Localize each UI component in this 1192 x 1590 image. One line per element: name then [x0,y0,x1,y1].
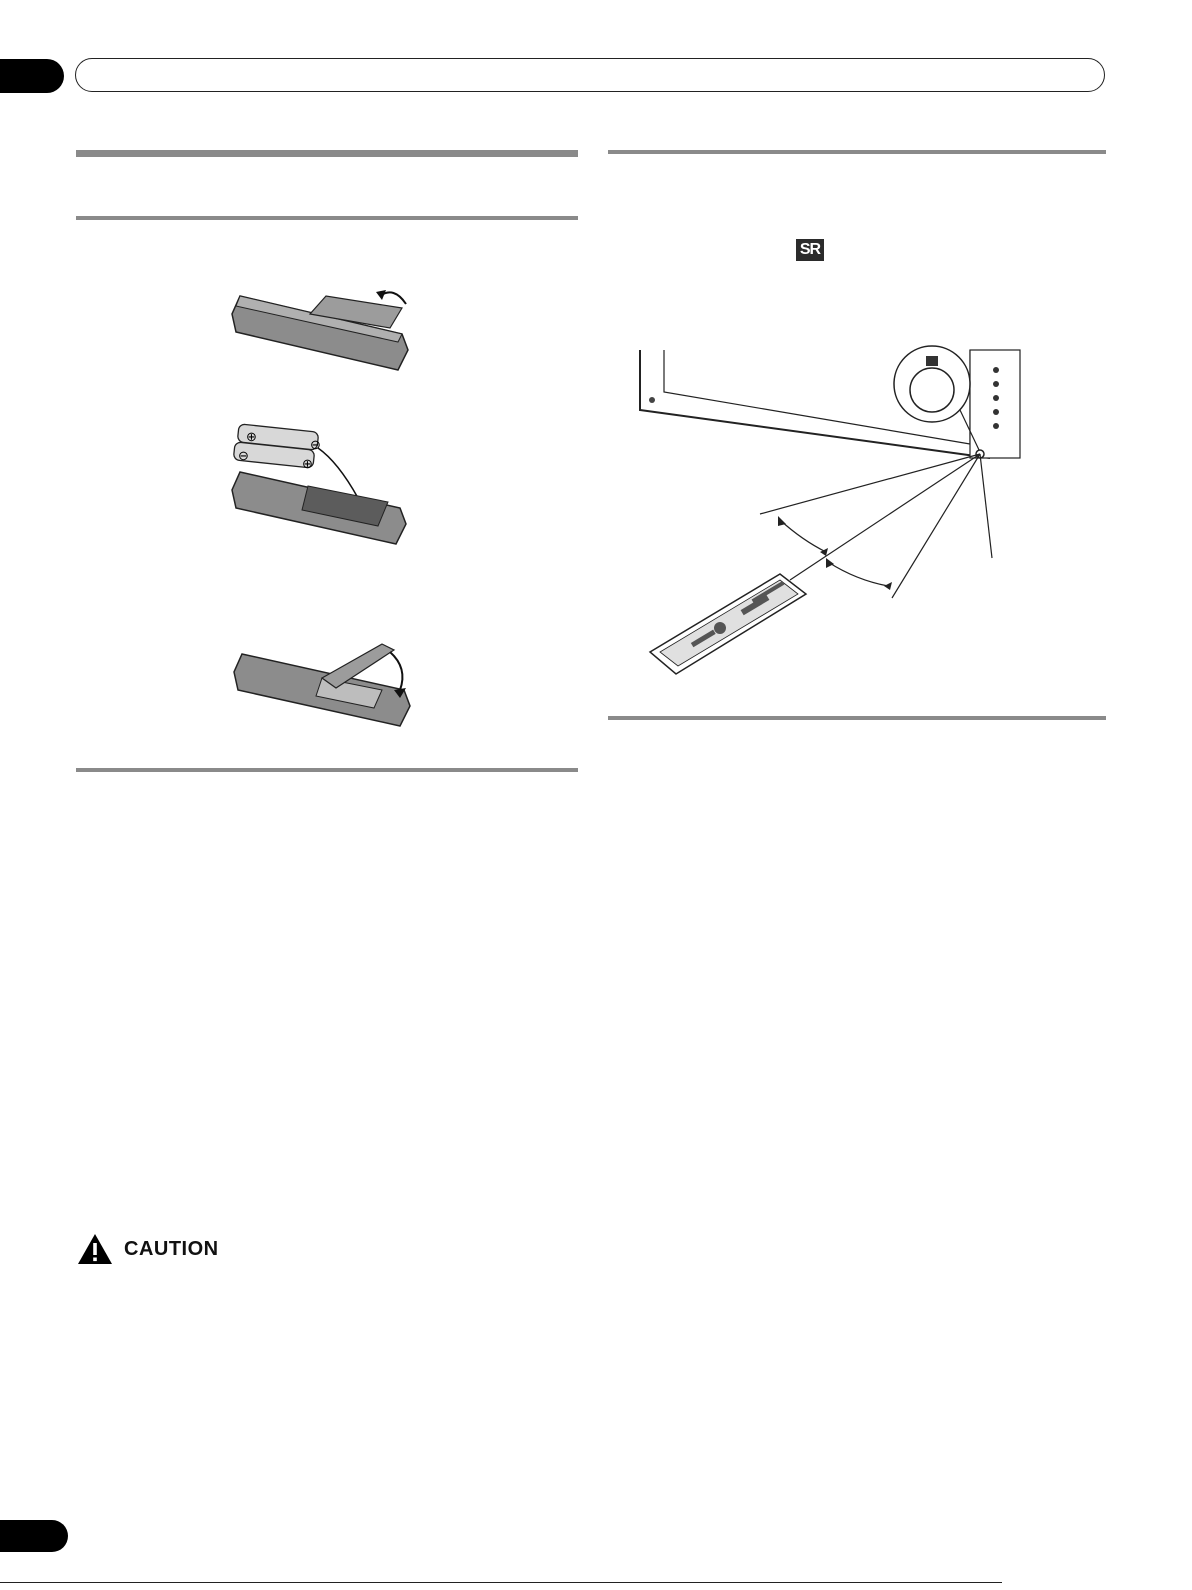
battery-icon [233,424,321,471]
page-header-bar [75,58,1105,92]
sr-badge: SR [796,239,824,261]
svg-text:⊖: ⊖ [310,437,321,452]
section-rule-right-2 [608,716,1106,720]
remote-open-cover-illustration [230,278,420,378]
caution-notice [76,1232,219,1266]
section-rule-right-top [608,150,1106,154]
caution-label: CAUTION [124,1237,219,1260]
section-rule-left-3 [76,768,578,772]
remote-operating-range-diagram [630,340,1070,690]
svg-text:⊕: ⊕ [302,456,313,471]
remote-close-cover-illustration [232,632,422,732]
section-tab [0,59,64,93]
section-rule-left-top [76,150,578,157]
page-number-tab [0,1520,68,1552]
remote-insert-batteries-illustration [228,422,423,552]
section-rule-left-2 [76,216,578,220]
remote-control-icon [650,574,806,674]
svg-text:⊖: ⊖ [238,448,249,463]
svg-text:⊕: ⊕ [246,429,257,444]
footer-rule [0,1582,1002,1583]
warning-triangle-icon [76,1232,114,1266]
